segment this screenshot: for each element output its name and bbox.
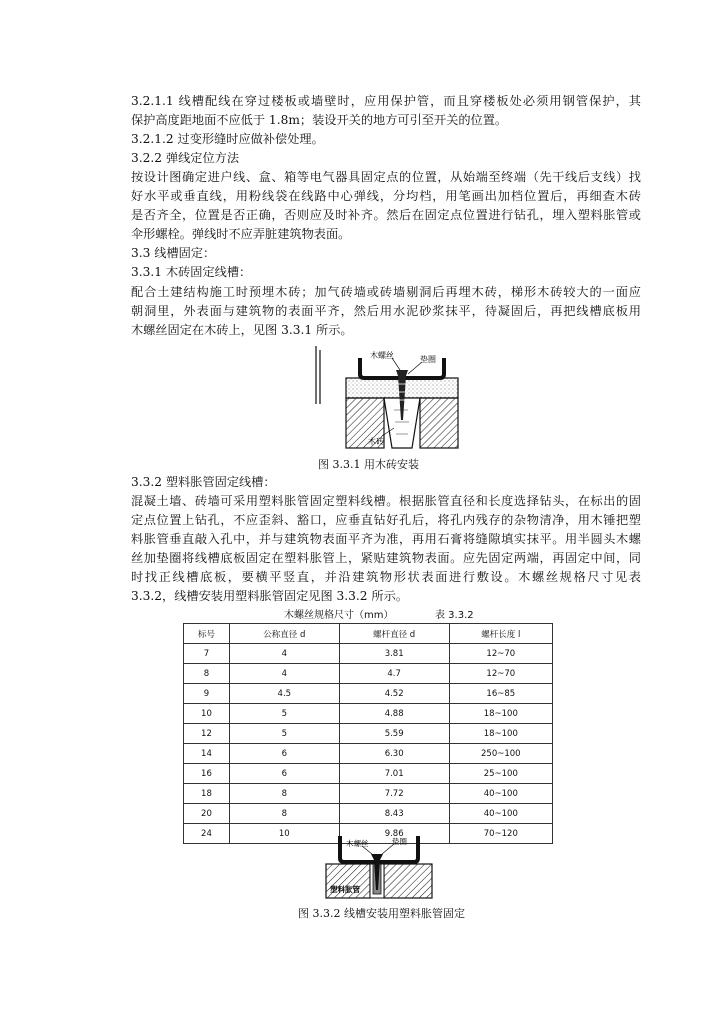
screw-spec-table <box>183 623 553 844</box>
figure2-caption: 图 3.3.2 线槽安装用塑料胀管固定 <box>298 907 465 920</box>
table-cell: 3.81 <box>339 644 449 664</box>
paragraph-3-2-1-2: 3.2.1.2 过变形缝时应做补偿处理。 <box>131 132 324 146</box>
figure-wood-brick-installation <box>308 340 468 452</box>
figure2-label-screw: 木螺丝 <box>346 839 369 848</box>
table-cell: 18~100 <box>449 724 552 744</box>
table-cell: 40~100 <box>449 784 552 804</box>
table-cell: 10 <box>229 824 339 844</box>
table-cell: 7.01 <box>339 764 449 784</box>
table-cell: 8 <box>229 804 339 824</box>
table-cell: 10 <box>184 704 230 724</box>
table-row <box>184 724 553 744</box>
table-cell: 4.7 <box>339 664 449 684</box>
figure1-label-washer: 垫圈 <box>420 355 436 364</box>
table-row <box>184 804 553 824</box>
table-cell: 9.86 <box>339 824 449 844</box>
table-cell: 25~100 <box>449 764 552 784</box>
paragraph-3-3-1-line3: 木螺丝固定在木砖上，见图 3.3.1 所示。 <box>131 323 353 337</box>
table-cell: 20 <box>184 804 230 824</box>
table-header-row <box>184 624 553 644</box>
table-row <box>184 764 553 784</box>
table-cell: 6.30 <box>339 744 449 764</box>
figure1-wall-right <box>420 398 458 448</box>
heading-3-3-2: 3.3.2 塑料胀管固定线槽： <box>131 475 276 489</box>
paragraph-3-3-2-line6: 3.3.2，线槽安装用塑料胀管固定见图 3.3.2 所示。 <box>131 589 408 603</box>
table-header-cell: 螺杆直径 d <box>339 624 449 644</box>
table-cell: 18 <box>184 784 230 804</box>
paragraph-3-3-2-line2: 定点位置上钻孔，不应歪斜、豁口，应垂直钻好孔后，将孔内残存的杂物清净，用木锤把塑 <box>131 513 641 527</box>
table-header-cell: 螺杆长度 l <box>449 624 552 644</box>
table-cell: 250~100 <box>449 744 552 764</box>
table-header-cell: 标号 <box>184 624 230 644</box>
heading-3-3-1: 3.3.1 木砖固定线槽： <box>131 265 252 279</box>
table-row <box>184 684 553 704</box>
figure-plastic-anchor-installation <box>322 832 437 900</box>
table-row <box>184 704 553 724</box>
paragraph-3-3-2-line3: 料胀管垂直敲入孔中，并与建筑物表面平齐为准，再用石膏将缝隙填实抹平。用半圆头木螺 <box>131 532 641 546</box>
paragraph-3-3-2-line1: 混凝土墙、砖墙可采用塑料胀管固定塑料线槽。根据胀管直径和长度选择钻头，在标出的固 <box>131 494 641 508</box>
heading-3-3: 3.3 线槽固定： <box>131 246 216 260</box>
table-cell: 8 <box>184 664 230 684</box>
figure2-wall-right <box>384 864 432 898</box>
table-cell: 6 <box>229 764 339 784</box>
table-cell: 5 <box>229 704 339 724</box>
table-cell: 8 <box>229 784 339 804</box>
paragraph-3-3-2-line5: 时找正线槽底板，要横平竖直，并沿建筑物形状表面进行敷设。木螺丝规格尺寸见表 <box>131 570 641 584</box>
heading-3-2-2: 3.2.2 弹线定位方法 <box>131 151 240 165</box>
table-title: 木螺丝规格尺寸（mm） <box>284 610 394 621</box>
table-cell: 12~70 <box>449 644 552 664</box>
table-cell: 7.72 <box>339 784 449 804</box>
table-cell: 5 <box>229 724 339 744</box>
paragraph-3-2-1-1-line1: 3.2.1.1 线槽配线在穿过楼板或墙壁时，应用保护管，而且穿楼板处必须用钢管保护，其 <box>131 94 641 108</box>
table-cell: 9 <box>184 684 230 704</box>
paragraph-3-2-2-line1: 按设计图确定进户线、盒、箱等电气器具固定点的位置，从始端至终端（先干线后支线）找 <box>131 170 641 184</box>
table-cell: 4 <box>229 644 339 664</box>
figure2-label-anchor: 塑料胀管 <box>330 885 360 894</box>
paragraph-3-3-1-line1: 配合土建结构施工时预埋木砖；加气砖墙或砖墙剔洞后再埋木砖，梯形木砖较大的一面应 <box>131 285 641 299</box>
table-cell: 4.88 <box>339 704 449 724</box>
table-cell: 16~85 <box>449 684 552 704</box>
table-row <box>184 784 553 804</box>
paragraph-3-3-2-line4: 丝加垫圈将线槽底板固定在塑料胀管上，紧贴建筑物表面。应先固定两端，再固定中间，同 <box>131 551 641 565</box>
table-cell: 7 <box>184 644 230 664</box>
figure2-label-washer: 垫圈 <box>392 837 407 846</box>
paragraph-3-2-2-line2: 好水平或垂直线，用粉线袋在线路中心弹线，分均档，用笔画出加档位置后，再细查木砖 <box>131 189 641 203</box>
table-cell: 70~120 <box>449 824 552 844</box>
paragraph-3-2-2-line4: 伞形螺栓。弹线时不应弄脏建筑物表面。 <box>131 227 351 241</box>
table-cell: 16 <box>184 764 230 784</box>
table-cell: 24 <box>184 824 230 844</box>
table-row <box>184 664 553 684</box>
table-cell: 8.43 <box>339 804 449 824</box>
table-number: 表 3.3.2 <box>435 610 474 621</box>
figure1-label-screw: 木螺丝 <box>370 351 394 360</box>
table-cell: 4.5 <box>229 684 339 704</box>
table-header-cell: 公称直径 d <box>229 624 339 644</box>
table-cell: 12 <box>184 724 230 744</box>
table-cell: 6 <box>229 744 339 764</box>
figure1-caption: 图 3.3.1 用木砖安装 <box>318 458 419 471</box>
paragraph-3-3-1-line2: 朝洞里，外表面与建筑物的表面平齐，然后用水泥砂浆抹平，待凝固后，再把线槽底板用 <box>131 304 641 318</box>
paragraph-3-2-1-1-line2: 保护高度距地面不应低于 1.8m；装设开关的地方可引至开关的位置。 <box>131 113 508 127</box>
table-cell: 5.59 <box>339 724 449 744</box>
table-cell: 12~70 <box>449 664 552 684</box>
table-row <box>184 744 553 764</box>
table-cell: 14 <box>184 744 230 764</box>
table-cell: 18~100 <box>449 704 552 724</box>
figure1-label-brick: 木砖 <box>368 437 384 446</box>
table-cell: 4 <box>229 664 339 684</box>
paragraph-3-2-2-line3: 是否齐全，位置是否正确，否则应及时补齐。然后在固定点位置进行钻孔，埋入塑料胀管或 <box>131 208 641 222</box>
table-row <box>184 644 553 664</box>
table-cell: 40~100 <box>449 804 552 824</box>
table-cell: 4.52 <box>339 684 449 704</box>
